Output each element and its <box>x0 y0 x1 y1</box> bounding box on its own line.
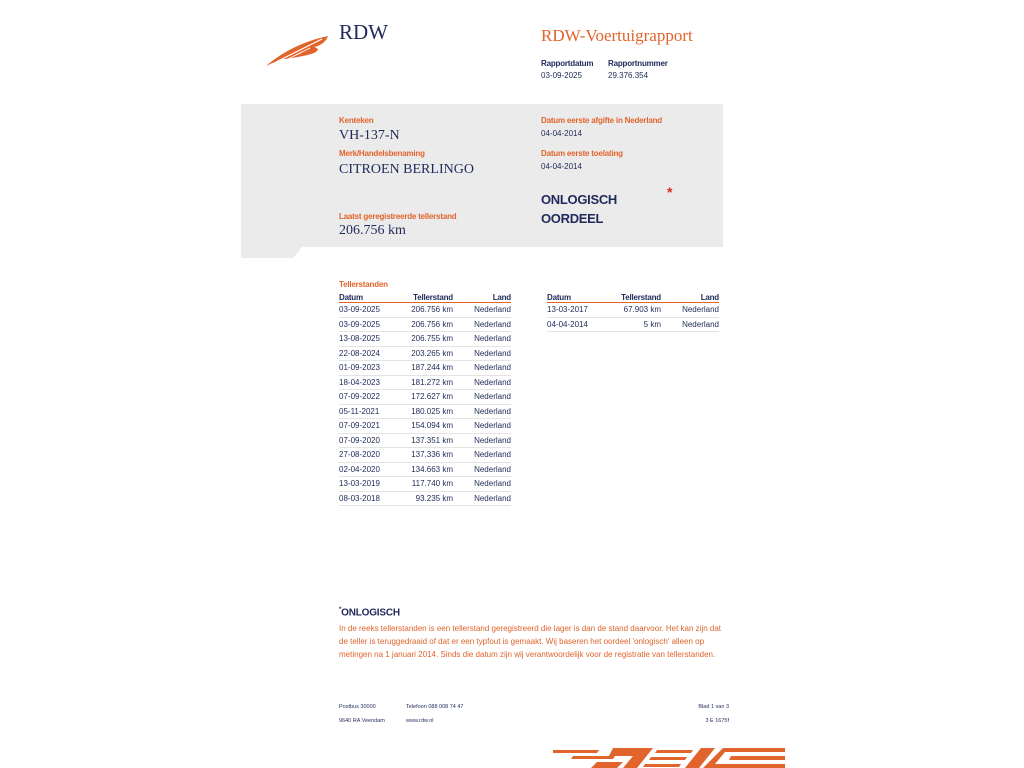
rdw-feather-logo-icon <box>262 32 334 72</box>
reading-date: 07-09-2020 <box>339 433 405 448</box>
reading-date: 13-03-2019 <box>339 477 405 492</box>
verdict-footnote-mark: * <box>667 184 673 200</box>
first-admission-date: 04-04-2014 <box>541 162 582 171</box>
reading-country: Nederland <box>661 303 719 318</box>
report-date: 03-09-2025 <box>541 71 582 80</box>
first-issue-nl-label: Datum eerste afgifte in Nederland <box>541 116 662 125</box>
reading-value: 93.235 km <box>405 491 453 506</box>
reading-date: 13-03-2017 <box>547 303 613 318</box>
footer-phone: Telefoon 088 008 74 47 <box>406 704 464 710</box>
footer-document-code: 3 E 1675f <box>705 718 729 724</box>
verdict-line-2: OORDEEL <box>541 211 604 226</box>
report-number: 29.376.354 <box>608 71 649 80</box>
column-header-country: Land <box>661 292 719 303</box>
reading-date: 08-03-2018 <box>339 491 405 506</box>
table-row <box>339 346 511 361</box>
column-header-date: Datum <box>547 292 613 303</box>
reading-value: 137.336 km <box>405 448 453 463</box>
reading-date: 07-09-2022 <box>339 390 405 405</box>
footnote-heading <box>339 607 400 618</box>
reading-country: Nederland <box>453 433 511 448</box>
first-issue-nl-date: 04-04-2014 <box>541 129 582 138</box>
make-label: Merk/Handelsbenaming <box>339 149 425 158</box>
reading-date: 03-09-2025 <box>339 303 405 318</box>
reading-date: 03-09-2025 <box>339 317 405 332</box>
reading-country: Nederland <box>453 404 511 419</box>
table-row <box>339 375 511 390</box>
table-row <box>339 404 511 419</box>
reading-value: 67.903 km <box>613 303 661 318</box>
reading-date: 18-04-2023 <box>339 375 405 390</box>
footer-page-number: Blad 1 van 3 <box>698 704 729 710</box>
reading-country: Nederland <box>453 477 511 492</box>
reading-country: Nederland <box>453 390 511 405</box>
table-row <box>339 491 511 506</box>
reading-date: 04-04-2014 <box>547 317 613 332</box>
reading-country: Nederland <box>661 317 719 332</box>
first-admission-label: Datum eerste toelating <box>541 149 623 158</box>
column-header-country: Land <box>453 292 511 303</box>
odometer-verdict <box>541 190 617 228</box>
table-row <box>339 317 511 332</box>
reading-country: Nederland <box>453 491 511 506</box>
report-number-label: Rapportnummer <box>608 59 668 68</box>
table-row <box>547 303 719 318</box>
odometer-label: Laatst geregistreerde tellerstand <box>339 212 457 221</box>
license-plate: VH-137-N <box>339 128 400 143</box>
reading-country: Nederland <box>453 303 511 318</box>
reading-country: Nederland <box>453 448 511 463</box>
reading-date: 02-04-2020 <box>339 462 405 477</box>
table-row <box>339 390 511 405</box>
reading-value: 137.351 km <box>405 433 453 448</box>
brand-name: RDW <box>339 20 388 44</box>
report-title: RDW-Voertuigrapport <box>541 26 693 45</box>
reading-date: 05-11-2021 <box>339 404 405 419</box>
verdict-line-1: ONLOGISCH <box>541 192 618 207</box>
reading-value: 134.663 km <box>405 462 453 477</box>
column-header-date: Datum <box>339 292 405 303</box>
reading-country: Nederland <box>453 317 511 332</box>
table-row <box>547 317 719 332</box>
rdw-stripes-graphic-icon <box>553 744 785 768</box>
column-header-reading: Tellerstand <box>405 292 453 303</box>
report-date-label: Rapportdatum <box>541 59 594 68</box>
reading-country: Nederland <box>453 419 511 434</box>
reading-date: 13-08-2025 <box>339 332 405 347</box>
vehicle-summary-panel <box>241 104 723 247</box>
reading-country: Nederland <box>453 346 511 361</box>
reading-value: 117.740 km <box>405 477 453 492</box>
table-row <box>339 477 511 492</box>
reading-value: 206.756 km <box>405 317 453 332</box>
footer-address-line-2: 9640 RA Veendam <box>339 718 385 724</box>
reading-date: 22-08-2024 <box>339 346 405 361</box>
plate-label: Kenteken <box>339 116 374 125</box>
table-row <box>339 361 511 376</box>
reading-value: 206.755 km <box>405 332 453 347</box>
table-row <box>339 303 511 318</box>
reading-value: 203.265 km <box>405 346 453 361</box>
panel-notch <box>241 246 303 258</box>
reading-value: 181.272 km <box>405 375 453 390</box>
footnote-mark: * <box>339 607 342 613</box>
reading-value: 5 km <box>613 317 661 332</box>
column-header-reading: Tellerstand <box>613 292 661 303</box>
vehicle-make: CITROEN BERLINGO <box>339 162 474 177</box>
table-row <box>339 419 511 434</box>
table-row <box>339 332 511 347</box>
footnote-text: In de reeks tellerstanden is een tellerstand geregistreerd die lager is dan de stand daarvoor. Het kan zijn dat de teller is teruggedraaid of dat er een typfout is gemaakt. Wij baseren het oordeel 'onlogisch' alleen op metingen na 1 januari 2014. Sinds die datum zijn wij verantwoordelijk voor de registratie van tellerstanden. <box>339 624 722 659</box>
footnote-title: ONLOGISCH <box>341 607 400 619</box>
odometer-readings-heading: Tellerstanden <box>339 280 388 289</box>
last-odometer: 206.756 km <box>339 223 406 238</box>
reading-country: Nederland <box>453 361 511 376</box>
reading-date: 07-09-2021 <box>339 419 405 434</box>
odometer-table-left <box>339 292 511 506</box>
table-row <box>339 462 511 477</box>
reading-country: Nederland <box>453 375 511 390</box>
reading-value: 187.244 km <box>405 361 453 376</box>
odometer-table-right <box>547 292 719 332</box>
reading-date: 27-08-2020 <box>339 448 405 463</box>
reading-country: Nederland <box>453 462 511 477</box>
footer-website[interactable]: www.rdw.nl <box>406 718 434 724</box>
table-row <box>339 433 511 448</box>
footer-address-line-1: Postbus 30000 <box>339 704 376 710</box>
reading-value: 154.094 km <box>405 419 453 434</box>
reading-value: 206.756 km <box>405 303 453 318</box>
reading-value: 180.025 km <box>405 404 453 419</box>
reading-date: 01-09-2023 <box>339 361 405 376</box>
reading-value: 172.627 km <box>405 390 453 405</box>
table-row <box>339 448 511 463</box>
reading-country: Nederland <box>453 332 511 347</box>
